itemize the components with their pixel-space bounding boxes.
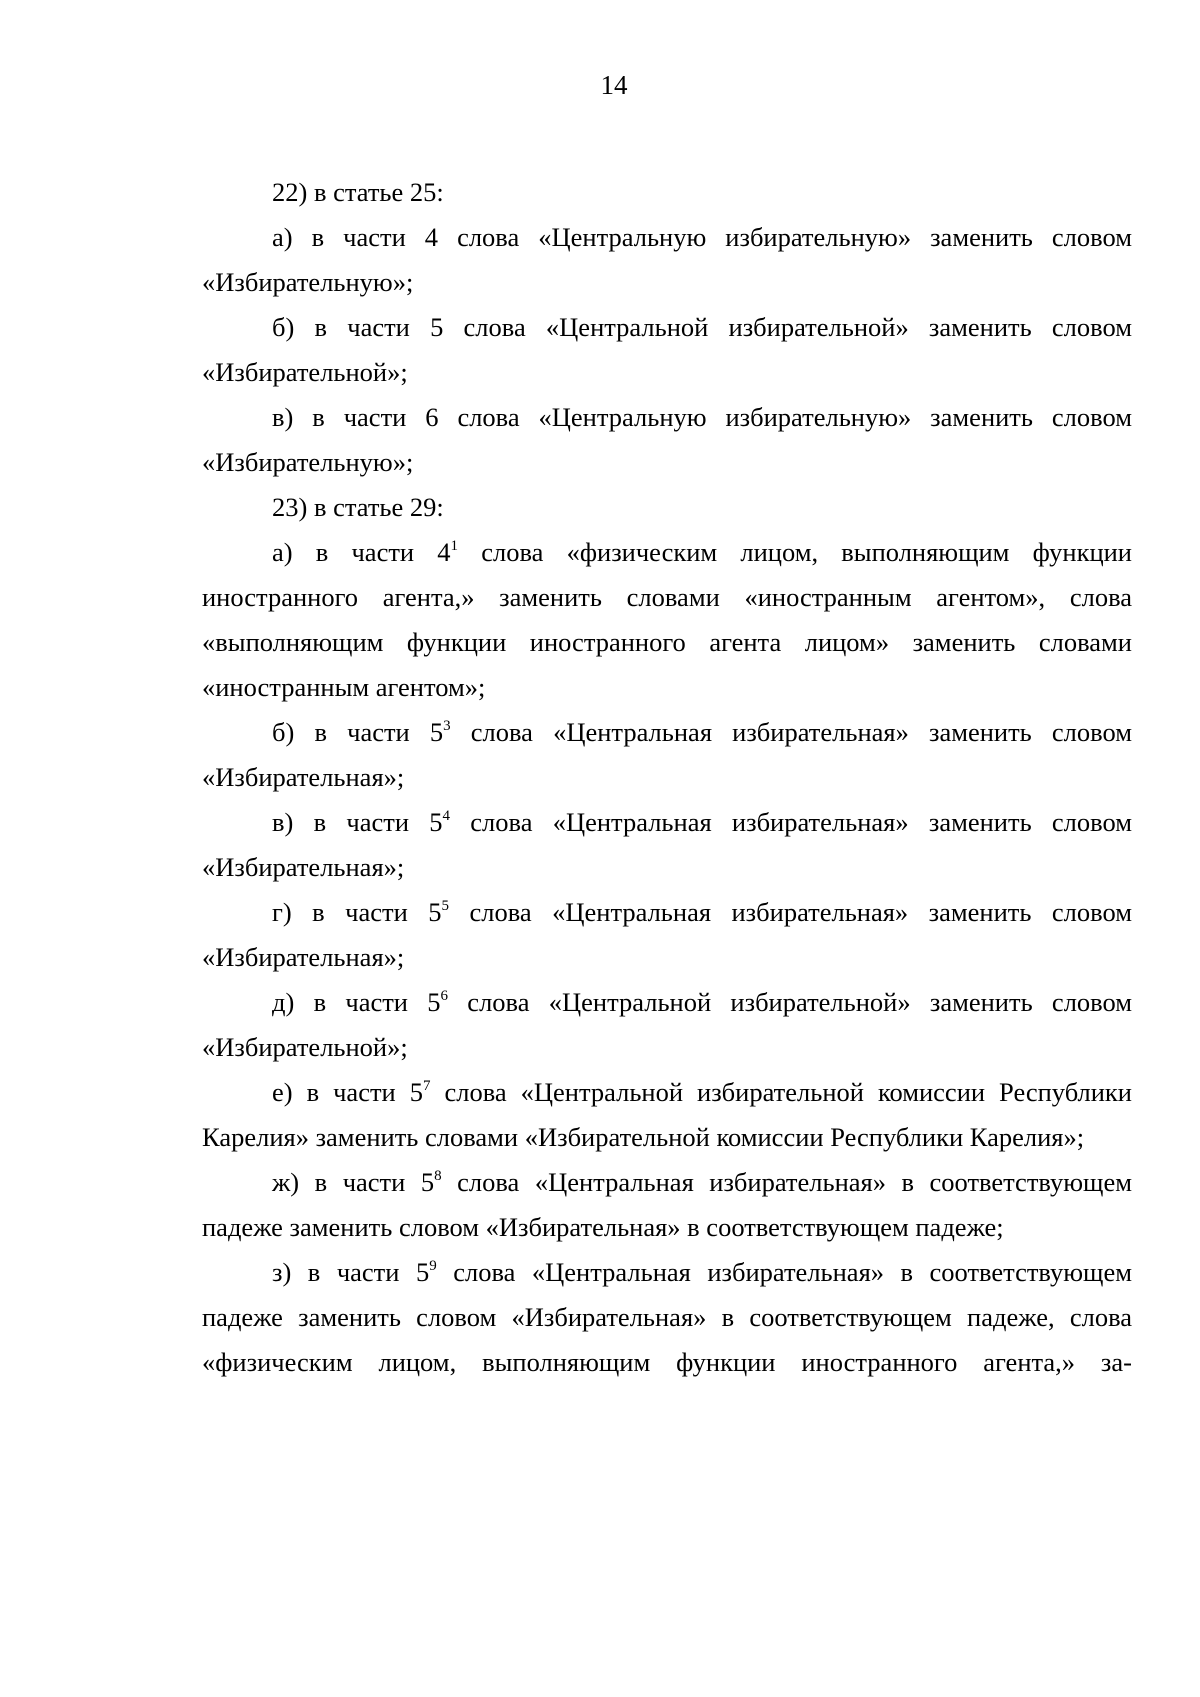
- paragraph-text: слова «Центральной избирательной комиссии Республики Карелия» заменить словами «Избирательной комиссии Республики Карелия»;: [202, 1077, 1132, 1152]
- paragraph-text: слова «Центральная избирательная» в соответствующем падеже заменить словом «Избирательная» в соответствующем падеже;: [202, 1167, 1132, 1242]
- paragraph-item-23g: [202, 1160, 1132, 1250]
- superscript-index: 3: [443, 718, 451, 734]
- paragraph-text: г) в части 5: [272, 897, 442, 927]
- paragraph-item-22b: б) в части 5 слова «Центральной избирательной» заменить словом «Избирательной»;: [202, 312, 1132, 387]
- paragraph-item-23f: [202, 1070, 1132, 1160]
- document-body: [202, 170, 1132, 1385]
- superscript-index: 7: [422, 1078, 431, 1094]
- superscript-index: 4: [442, 808, 451, 824]
- paragraph-text: б) в части 5: [272, 717, 444, 747]
- paragraph-item-22: 22) в статье 25:: [272, 177, 444, 207]
- paragraph-text: ж) в части 5: [272, 1167, 435, 1197]
- superscript-index: 1: [450, 538, 459, 554]
- paragraph-item-23e: [202, 980, 1132, 1070]
- superscript-index: 9: [429, 1258, 437, 1274]
- paragraph-text: а) в части 4: [272, 537, 451, 567]
- paragraph-text: е) в части 5: [272, 1077, 423, 1107]
- superscript-index: 8: [434, 1168, 442, 1184]
- paragraph-text: слова «физическим лицом, выполняющим функции иностранного агента,» заменить словами «иностранным агентом», слова «выполняющим функции иностранного агента лицом» заменить словами «иностранным агентом»;: [202, 537, 1132, 702]
- paragraph-item-23a: [202, 530, 1132, 710]
- paragraph-item-23b: [202, 710, 1132, 800]
- page-number: 14: [600, 70, 628, 100]
- paragraph-text: слова «Центральной избирательной» заменить словом «Избирательной»;: [202, 987, 1133, 1062]
- paragraph-item-23d: [202, 890, 1132, 980]
- paragraph-text: в) в части 5: [272, 807, 443, 837]
- paragraph-text: слова «Центральная избирательная» в соответствующем падеже заменить словом «Избирательная» в соответствующем падеже, слова «физическим лицом, выполняющим функции иностранного агента,» за-: [202, 1257, 1132, 1377]
- paragraph-item-22a: а) в части 4 слова «Центральную избирательную» заменить словом «Избирательную»;: [202, 222, 1132, 297]
- paragraph-text: слова «Центральная избирательная» заменить словом «Избирательная»;: [202, 897, 1132, 972]
- paragraph-text: з) в части 5: [272, 1257, 430, 1287]
- superscript-index: 5: [441, 898, 449, 914]
- paragraph-item-23c: [202, 800, 1132, 890]
- paragraph-text: слова «Центральная избирательная» заменить словом «Избирательная»;: [202, 717, 1132, 792]
- superscript-index: 6: [440, 988, 449, 1004]
- paragraph-item-23: 23) в статье 29:: [272, 492, 444, 522]
- paragraph-item-23h: [202, 1250, 1132, 1385]
- paragraph-item-22c: в) в части 6 слова «Центральную избирательную» заменить словом «Избирательную»;: [202, 402, 1132, 477]
- paragraph-text: д) в части 5: [272, 987, 441, 1017]
- paragraph-text: слова «Центральная избирательная» заменить словом «Избирательная»;: [202, 807, 1133, 882]
